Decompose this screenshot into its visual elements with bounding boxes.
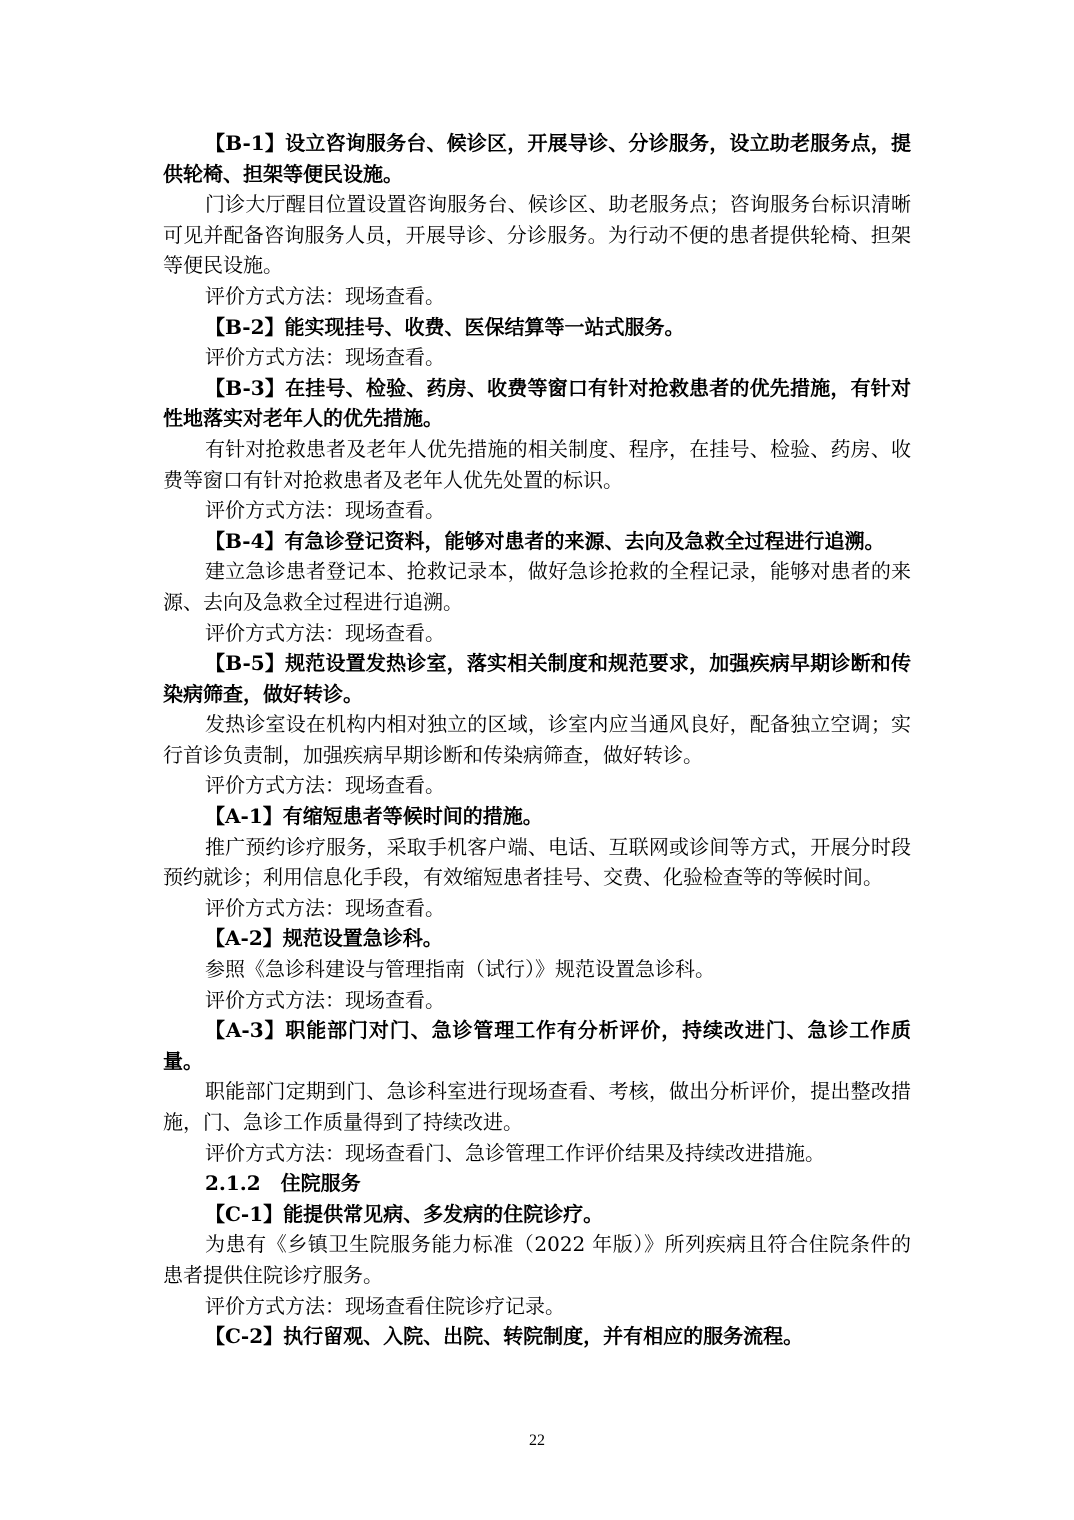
- criterion-heading-b1: 【B-1】设立咨询服务台、候诊区，开展导诊、分诊服务，设立助老服务点，提供轮椅、担架等便民设施。: [163, 131, 911, 186]
- section-heading: 2.1.2 住院服务: [205, 1171, 361, 1196]
- criterion-heading-c2: 【C-2】执行留观、入院、出院、转院制度，并有相应的服务流程。: [205, 1324, 804, 1349]
- criterion-heading-a1: 【A-1】有缩短患者等候时间的措施。: [205, 804, 543, 829]
- evaluation-method: 评价方式方法：现场查看。: [205, 283, 445, 308]
- page-number: 22: [529, 1432, 545, 1449]
- evaluation-method: 评价方式方法：现场查看。: [205, 345, 445, 370]
- criterion-heading-b5: 【B-5】规范设置发热诊室，落实相关制度和规范要求，加强疾病早期诊断和传染病筛查，做好转诊。: [163, 651, 911, 706]
- criterion-heading-b3: 【B-3】在挂号、检验、药房、收费等窗口有针对抢救患者的优先措施，有针对性地落实对老年人的优先措施。: [163, 375, 911, 431]
- evaluation-method: 评价方式方法：现场查看住院诊疗记录。: [205, 1293, 565, 1318]
- criterion-heading-a2: 【A-2】规范设置急诊科。: [205, 926, 443, 951]
- evaluation-method: 评价方式方法：现场查看。: [205, 620, 445, 645]
- evaluation-method: 评价方式方法：现场查看。: [205, 773, 445, 798]
- body-paragraph: 发热诊室设在机构内相对独立的区域，诊室内应当通风良好，配备独立空调；实行首诊负责制，加强疾病早期诊断和传染病筛查，做好转诊。: [163, 712, 911, 767]
- body-paragraph: 有针对抢救患者及老年人优先措施的相关制度、程序，在挂号、检验、药房、收费等窗口有针对抢救患者及老年人优先处置的标识。: [163, 436, 911, 492]
- criterion-heading-c1: 【C-1】能提供常见病、多发病的住院诊疗。: [205, 1201, 604, 1226]
- body-paragraph: 参照《急诊科建设与管理指南（试行）》规范设置急诊科。: [205, 957, 715, 982]
- criterion-heading-b4: 【B-4】有急诊登记资料，能够对患者的来源、去向及急救全过程进行追溯。: [205, 528, 885, 553]
- body-paragraph: 推广预约诊疗服务，采取手机客户端、电话、互联网或诊间等方式，开展分时段预约就诊；利用信息化手段，有效缩短患者挂号、交费、化验检查等的等候时间。: [163, 834, 911, 890]
- body-paragraph: 为患有《乡镇卫生院服务能力标准（2022 年版）》所列疾病且符合住院条件的患者提供住院诊疗服务。: [163, 1232, 911, 1287]
- body-paragraph: 职能部门定期到门、急诊科室进行现场查看、考核，做出分析评价，提出整改措施，门、急诊工作质量得到了持续改进。: [163, 1079, 911, 1134]
- criterion-heading-b2: 【B-2】能实现挂号、收费、医保结算等一站式服务。: [205, 314, 685, 339]
- body-paragraph: 门诊大厅醒目位置设置咨询服务台、候诊区、助老服务点；咨询服务台标识清晰可见并配备咨询服务人员，开展导诊、分诊服务。为行动不便的患者提供轮椅、担架等便民设施。: [163, 192, 911, 278]
- evaluation-method: 评价方式方法：现场查看门、急诊管理工作评价结果及持续改进措施。: [205, 1140, 825, 1165]
- evaluation-method: 评价方式方法：现场查看。: [205, 895, 445, 920]
- page-content: [163, 128, 911, 1352]
- criterion-heading-a3: 【A-3】职能部门对门、急诊管理工作有分析评价，持续改进门、急诊工作质量。: [163, 1018, 911, 1073]
- body-paragraph: 建立急诊患者登记本、抢救记录本，做好急诊抢救的全程记录，能够对患者的来源、去向及急救全过程进行追溯。: [163, 559, 911, 614]
- evaluation-method: 评价方式方法：现场查看。: [205, 987, 445, 1012]
- evaluation-method: 评价方式方法：现场查看。: [205, 498, 445, 523]
